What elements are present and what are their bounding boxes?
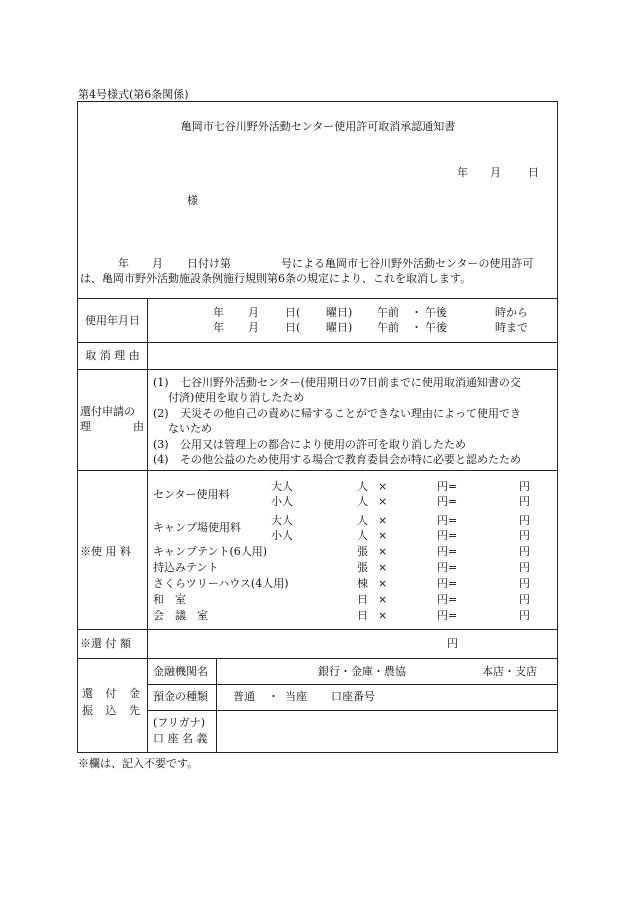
fee-total: 円 <box>519 495 530 508</box>
usage-am: 午前 <box>377 306 399 319</box>
usage-suffix: 時から <box>495 306 528 319</box>
bank-label-char: 付 <box>105 687 117 700</box>
refund-reason-label-line1: 還付申請の <box>80 405 135 418</box>
fee-sub-label: 大人 <box>271 480 293 493</box>
reason-text-continued: ないため <box>168 422 212 435</box>
notice-title: 亀岡市七谷川野外活動センター使用許可取消承認通知書 <box>180 120 456 133</box>
reason-text: 七谷川野外活動センター(使用期日の7日前までに使用取消通知書の交 <box>180 376 521 389</box>
fee-unit: 人 <box>357 529 368 542</box>
fee-times: × <box>378 561 388 574</box>
reason-number: (3) <box>153 438 169 451</box>
usage-year: 年 <box>213 321 224 334</box>
usage-am: 午前 <box>377 321 399 334</box>
fee-unit: 日 <box>357 609 368 622</box>
body-line1-rest: 号による亀岡市七谷川野外活動センターの使用許可 <box>281 257 534 270</box>
reason-number: (2) <box>153 407 169 420</box>
institution-types: 銀行・金庫・農協 <box>318 665 406 678</box>
fee-unit-price: 円= <box>437 545 458 558</box>
reason-number: (4) <box>153 453 169 466</box>
body-line2: は、亀岡市野外活動施設条例施行規則第6条の規定により、これを取消します。 <box>80 272 472 285</box>
fee-total: 円 <box>519 529 530 542</box>
account-number-label: 口座番号 <box>331 690 375 703</box>
addressee-suffix: 様 <box>187 194 198 207</box>
usage-year: 年 <box>213 306 224 319</box>
fee-total: 円 <box>519 593 530 606</box>
fee-times: × <box>378 529 388 542</box>
deposit-ordinary: 普通 <box>233 690 255 703</box>
usage-suffix: 時まで <box>495 321 528 334</box>
fee-total: 円 <box>519 609 530 622</box>
fee-sub-label: 小人 <box>271 529 293 542</box>
fee-unit-price: 円= <box>437 495 458 508</box>
fee-unit: 人 <box>357 495 368 508</box>
footnote: ※欄は、記入不要です。 <box>78 757 199 770</box>
refund-reason-label-line2-a: 理 <box>80 420 91 433</box>
fee-unit-price: 円= <box>437 480 458 493</box>
issue-date-month: 月 <box>490 166 501 179</box>
institution-branch: 本店・支店 <box>482 665 537 678</box>
usage-weekday: 曜日) <box>326 321 353 334</box>
fee-total: 円 <box>519 514 530 527</box>
fee-times: × <box>378 577 388 590</box>
fee-times: × <box>378 495 388 508</box>
reason-number: (1) <box>153 376 169 389</box>
fee-unit: 人 <box>357 480 368 493</box>
fee-unit-price: 円= <box>437 609 458 622</box>
fee-group-name: センター使用料 <box>153 488 230 501</box>
bank-label-line1 <box>82 687 140 701</box>
bank-label-line2 <box>82 704 140 718</box>
usage-separator: ・ <box>411 321 422 334</box>
usage-day: 日( <box>285 321 301 334</box>
body-day-prefix: 日付け第 <box>187 257 231 270</box>
fee-item-name: 持込みテント <box>153 561 219 574</box>
deposit-current: 当座 <box>285 690 307 703</box>
reason-text: その他公益のため使用する場合で教育委員会が特に必要と認めたため <box>180 453 521 466</box>
fee-unit: 棟 <box>357 577 368 590</box>
fee-unit: 張 <box>357 545 368 558</box>
bank-label-char: 金 <box>129 687 140 700</box>
fee-group-name: キャンプ場使用料 <box>153 521 241 534</box>
bank-label-char: 先 <box>129 704 140 717</box>
reason-text: 天災その他自己の責めに帰することができない理由によって使用でき <box>180 407 521 420</box>
refund-amount-yen: 円 <box>447 637 458 650</box>
refund-amount-label: ※還 付 額 <box>80 637 131 650</box>
fee-unit-price: 円= <box>437 577 458 590</box>
fee-unit: 日 <box>357 593 368 606</box>
fee-item-name: キャンプテント(6人用) <box>153 545 268 558</box>
body-year: 年 <box>118 257 129 270</box>
fee-total: 円 <box>519 561 530 574</box>
fee-times: × <box>378 609 388 622</box>
usage-weekday: 曜日) <box>326 306 353 319</box>
fee-sub-label: 小人 <box>271 495 293 508</box>
body-month: 月 <box>152 257 163 270</box>
fee-unit-price: 円= <box>437 529 458 542</box>
fee-total: 円 <box>519 480 530 493</box>
usage-date-label: 使用年月日 <box>85 314 140 327</box>
reason-text: 公用又は管理上の都合により使用の許可を取り消したため <box>180 438 466 451</box>
reason-text-continued: 付済)使用を取り消したため <box>168 391 305 404</box>
bank-label-char: 振 <box>82 704 93 717</box>
fee-unit-price: 円= <box>437 561 458 574</box>
fee-total: 円 <box>519 577 530 590</box>
usage-separator: ・ <box>411 306 422 319</box>
usage-month: 月 <box>248 306 259 319</box>
fee-times: × <box>378 545 388 558</box>
fee-times: × <box>378 514 388 527</box>
issue-date-year: 年 <box>457 166 468 179</box>
usage-month: 月 <box>248 321 259 334</box>
cancel-reason-label: 取 消 理 由 <box>85 349 140 362</box>
fee-unit-price: 円= <box>437 514 458 527</box>
usage-pm: 午後 <box>425 306 447 319</box>
deposit-type-label: 預金の種類 <box>153 690 208 703</box>
institution-label: 金融機関名 <box>153 665 208 678</box>
fee-times: × <box>378 593 388 606</box>
issue-date-day: 日 <box>528 166 539 179</box>
bank-label-char: 込 <box>105 704 117 717</box>
usage-day: 日( <box>285 306 301 319</box>
fees-label: ※使 用 料 <box>80 545 131 558</box>
fee-times: × <box>378 480 388 493</box>
fee-sub-label: 大人 <box>271 514 293 527</box>
fee-item-name: 会 議 室 <box>153 609 208 622</box>
holder-kana-label: (フリガナ) <box>153 716 206 729</box>
fee-total: 円 <box>519 545 530 558</box>
fee-item-name: さくらツリーハウス(4人用) <box>153 577 289 590</box>
fee-unit: 張 <box>357 561 368 574</box>
usage-pm: 午後 <box>425 321 447 334</box>
fee-unit-price: 円= <box>437 593 458 606</box>
deposit-separator: ・ <box>268 690 279 703</box>
form-label: 第4号様式(第6条関係) <box>78 88 189 101</box>
fee-item-name: 和 室 <box>153 593 186 606</box>
fee-unit: 人 <box>357 514 368 527</box>
refund-reason-label-line2-b: 由 <box>133 420 144 433</box>
bank-label-char: 還 <box>82 687 93 700</box>
holder-name-label: 口 座 名 義 <box>153 732 208 745</box>
